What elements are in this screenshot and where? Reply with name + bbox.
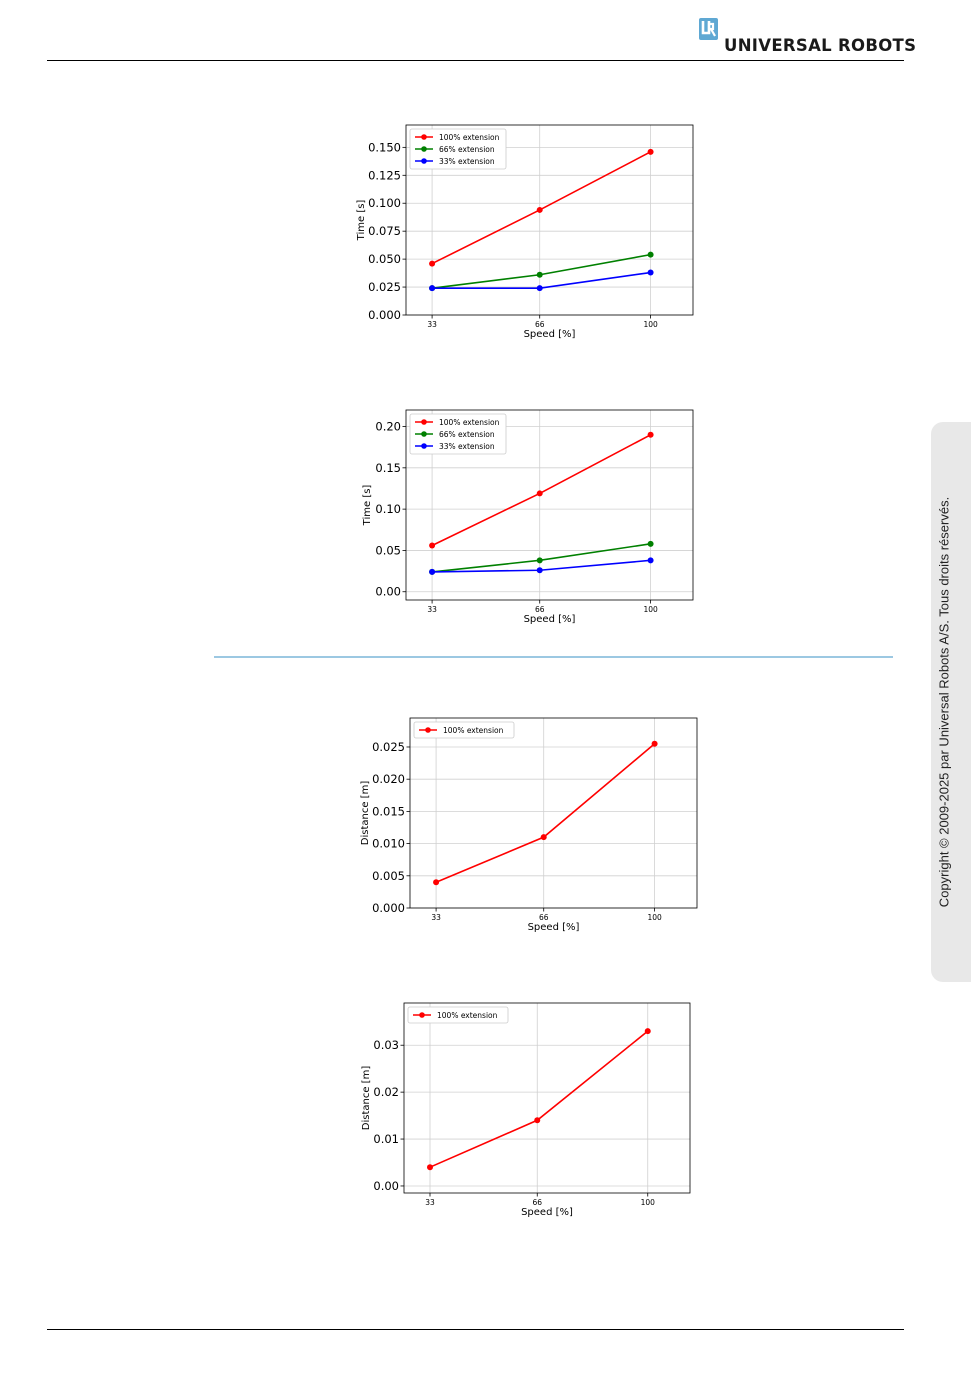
chart-svg xyxy=(358,996,718,1221)
series-line xyxy=(436,744,655,882)
data-point xyxy=(429,261,435,267)
y-axis-label: Distance [m] xyxy=(360,780,371,846)
chart-distance-1 xyxy=(358,711,718,936)
y-axis-label: Time [s] xyxy=(356,199,367,241)
y-tick-label: 0.000 xyxy=(372,901,405,915)
x-tick-label: 66 xyxy=(534,320,545,329)
x-tick-label: 66 xyxy=(538,913,549,922)
legend-marker xyxy=(421,146,427,152)
y-tick-label: 0.150 xyxy=(368,140,401,155)
y-tick-label: 0.03 xyxy=(373,1038,399,1053)
copyright-text: Copyright © 2009-2025 par Universal Robots A/S. Tous droits réservés. xyxy=(936,496,952,908)
y-tick-label: 0.20 xyxy=(375,419,401,434)
data-point xyxy=(537,207,543,213)
legend-marker xyxy=(425,727,431,733)
y-tick-label: 0.05 xyxy=(375,543,401,558)
data-point xyxy=(534,1117,540,1123)
y-tick-label: 0.020 xyxy=(372,772,405,787)
data-point xyxy=(648,432,654,438)
y-tick-label: 0.075 xyxy=(368,224,401,239)
legend-entry: 66% extension xyxy=(439,145,495,154)
chart-time-1 xyxy=(358,118,718,343)
x-tick-label: 100 xyxy=(643,605,658,614)
chart-distance-2 xyxy=(358,996,718,1221)
y-tick-label: 0.010 xyxy=(372,836,405,851)
logo-wordmark: UNIVERSAL ROBOTS xyxy=(724,36,917,55)
y-tick-label: 0.00 xyxy=(375,584,401,599)
data-point xyxy=(433,879,439,885)
data-point xyxy=(429,542,435,548)
chart-svg xyxy=(358,118,718,343)
x-tick-label: 33 xyxy=(425,1198,435,1207)
chart-svg xyxy=(358,403,718,628)
data-point xyxy=(537,285,543,291)
data-point xyxy=(648,270,654,276)
data-point xyxy=(537,557,543,563)
legend-marker xyxy=(421,158,427,164)
y-tick-label: 0.000 xyxy=(368,308,401,322)
legend-marker xyxy=(421,419,427,425)
legend-marker xyxy=(421,443,427,449)
x-tick-label: 100 xyxy=(647,913,662,922)
y-tick-label: 0.050 xyxy=(368,252,401,267)
data-point xyxy=(645,1028,651,1034)
y-axis-label: Distance [m] xyxy=(361,1065,372,1131)
footer-rule xyxy=(47,1329,904,1330)
x-axis-label: Speed [%] xyxy=(523,614,576,625)
data-point xyxy=(537,272,543,278)
y-tick-label: 0.005 xyxy=(372,868,405,883)
legend-entry: 66% extension xyxy=(439,430,495,439)
data-point xyxy=(648,557,654,563)
y-tick-label: 0.01 xyxy=(373,1132,399,1147)
y-tick-label: 0.100 xyxy=(368,196,401,211)
section-divider xyxy=(214,656,893,658)
data-point xyxy=(648,541,654,547)
legend-entry: 33% extension xyxy=(439,442,495,451)
y-axis-label: Time [s] xyxy=(362,484,373,526)
y-tick-label: 0.15 xyxy=(375,460,401,475)
x-axis-label: Speed [%] xyxy=(523,329,576,340)
header-rule xyxy=(47,60,904,61)
x-tick-label: 33 xyxy=(427,320,437,329)
data-point xyxy=(648,252,654,258)
series-line xyxy=(432,255,651,289)
data-point xyxy=(541,834,547,840)
legend-entry: 33% extension xyxy=(439,157,495,166)
x-tick-label: 100 xyxy=(643,320,658,329)
y-tick-label: 0.125 xyxy=(368,168,401,183)
x-axis-label: Speed [%] xyxy=(521,1207,573,1218)
y-tick-label: 0.00 xyxy=(373,1178,399,1193)
x-axis-label: Speed [%] xyxy=(527,922,580,933)
y-tick-label: 0.02 xyxy=(373,1085,399,1100)
legend-marker xyxy=(421,134,427,140)
y-tick-label: 0.025 xyxy=(368,280,401,295)
y-tick-label: 0.10 xyxy=(375,502,401,517)
data-point xyxy=(429,285,435,291)
x-tick-label: 66 xyxy=(534,605,545,614)
chart-time-2 xyxy=(358,403,718,628)
legend-entry: 100% extension xyxy=(443,726,504,735)
legend-entry: 100% extension xyxy=(437,1011,498,1020)
data-point xyxy=(427,1164,433,1170)
data-point xyxy=(648,149,654,155)
data-point xyxy=(429,569,435,575)
x-tick-label: 33 xyxy=(427,605,437,614)
legend-entry: 100% extension xyxy=(439,133,500,142)
y-tick-label: 0.025 xyxy=(372,739,405,754)
x-tick-label: 100 xyxy=(640,1198,655,1207)
legend-marker xyxy=(421,431,427,437)
legend-marker xyxy=(419,1012,425,1018)
y-tick-label: 0.015 xyxy=(372,804,405,819)
data-point xyxy=(652,741,658,747)
series-line xyxy=(430,1031,648,1167)
legend-entry: 100% extension xyxy=(439,418,500,427)
x-tick-label: 66 xyxy=(532,1198,543,1207)
x-tick-label: 33 xyxy=(431,913,441,922)
data-point xyxy=(537,567,543,573)
data-point xyxy=(537,490,543,496)
chart-svg xyxy=(358,711,718,936)
